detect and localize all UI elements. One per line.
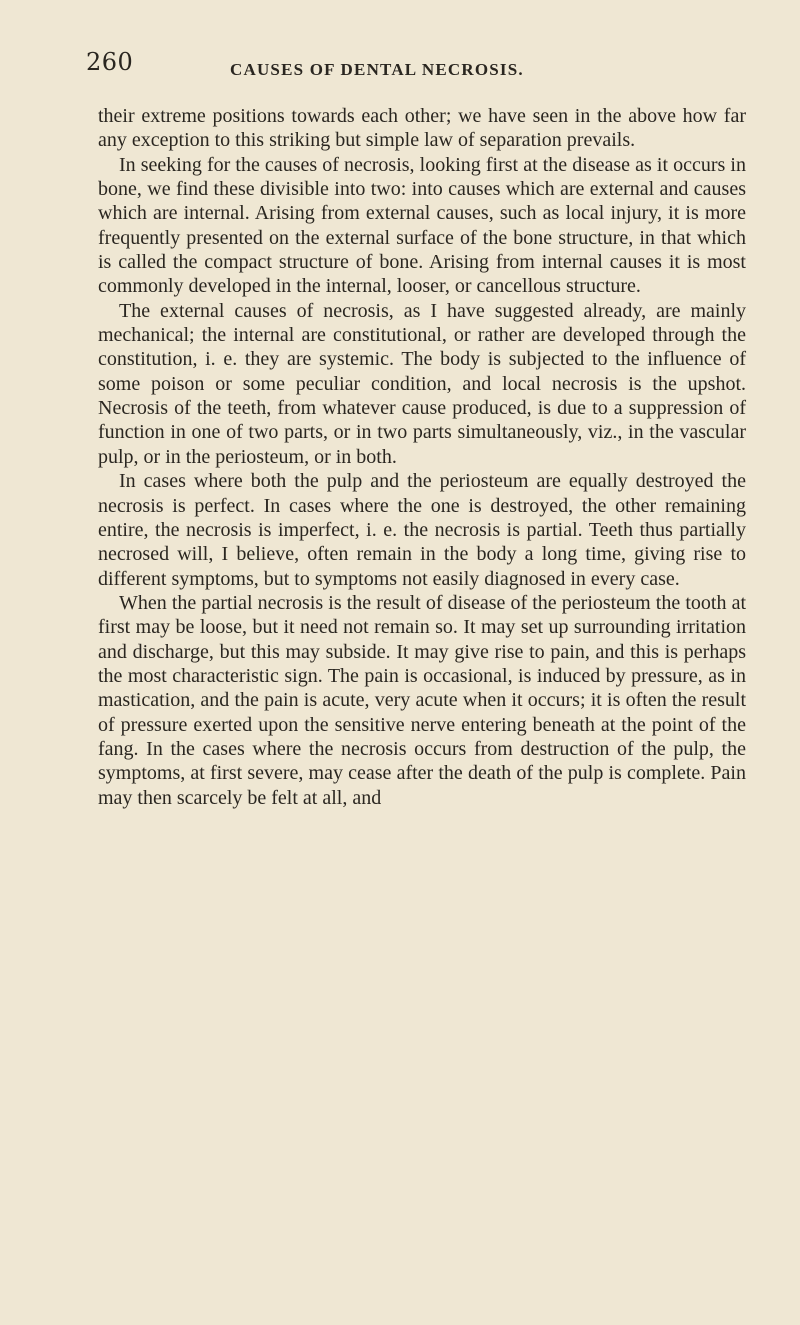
paragraph-perfect-imperfect-necrosis: In cases where both the pulp and the periosteum are equally destroyed the necrosis is perfect. In cases where the one is destroyed, the other remaining entire, the necrosis is imperfect, i. e. the necrosis is partial. Teeth thus partially necrosed will, I believe, often remain in the body a long time, giving rise to different symptoms, but to symptoms not easily diagnosed in every case. [98, 470, 746, 590]
paragraph-causes-of-necrosis: In seeking for the causes of necrosis, looking first at the disease as it occurs in bone, we find these divisible into two: into causes which are external and causes which are internal. Arising from external causes, such as local injury, it is more frequently presented on the external surface of the bone structure, in that which is called the compact structure of bone. Arising from internal causes it is most commonly developed in the internal, looser, or cancellous structure. [98, 153, 746, 298]
paragraph-external-causes: The external causes of necrosis, as I have suggested already, are mainly mechanical; the internal are constitutional, or rather are developed through the constitution, i. e. they are systemic. The body is subjected to the influence of some poison or some peculiar condition, and local necrosis is the upshot. Necrosis of the teeth, from whatever cause produced, is due to a suppression of function in one of two parts, or in two parts simultaneously, viz., in the vascular pulp, or in the periosteum, or in both. [98, 299, 746, 468]
paragraph-continuation: their extreme positions towards each other; we have seen in the above how far any exception to this striking but simple law of separation prevails. [98, 105, 746, 152]
paragraph-partial-necrosis-symptoms: When the partial necrosis is the result of disease of the periosteum the tooth at first may be loose, but it need not remain so. It may set up surrounding irritation and discharge, but this may subside. It may give rise to pain, and this is perhaps the most characteristic sign. The pain is occasional, is induced by pressure, as in mastication, and the pain is acute, very acute when it occurs; it is often the result of pressure exerted upon the sensitive nerve entering beneath at the point of the fang. In the cases where the necrosis occurs from destruction of the pulp, the symptoms, at first severe, may cease after the death of the pulp is complete. Pain may then scarcely be felt at all, and [98, 591, 746, 809]
page-number: 260 [86, 48, 134, 76]
running-title: CAUSES OF DENTAL NECROSIS. [230, 60, 524, 79]
body-text [98, 104, 746, 810]
